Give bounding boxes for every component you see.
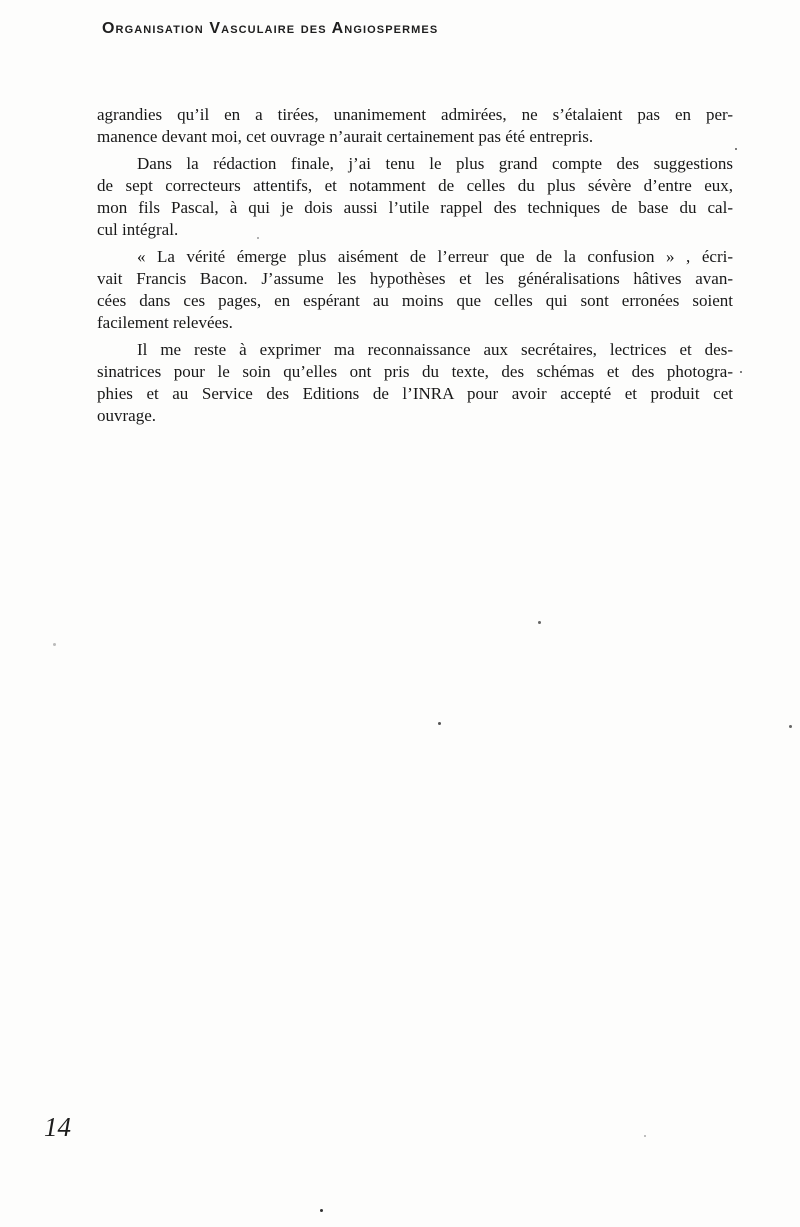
- body-line: Dans la rédaction finale, j’ai tenu le plus grand compte des suggestions: [137, 154, 733, 173]
- scan-speck: [740, 371, 742, 373]
- scan-speck: [320, 1209, 323, 1212]
- body-line: cul intégral.: [97, 220, 179, 239]
- scan-speck: [735, 148, 737, 150]
- body-line: ouvrage.: [97, 406, 157, 425]
- paragraph: [97, 153, 733, 241]
- body-line: vait Francis Bacon. J’assume les hypothèses et les généralisations hâtives avan-: [97, 269, 733, 288]
- scan-speck: [438, 722, 441, 725]
- scan-speck: [257, 237, 259, 239]
- scan-speck: [538, 621, 541, 624]
- body-line: phies et au Service des Editions de l’INRA pour avoir accepté et produit cet: [97, 384, 733, 403]
- body-line: Il me reste à exprimer ma reconnaissance aux secrétaires, lectrices et des-: [137, 340, 733, 359]
- body-line: sinatrices pour le soin qu’elles ont pris du texte, des schémas et des photogra-: [97, 362, 733, 381]
- body-line: « La vérité émerge plus aisément de l’erreur que de la confusion » , écri-: [137, 247, 733, 266]
- running-header: Organisation Vasculaire des Angiospermes: [102, 20, 439, 37]
- scan-speck: [644, 1135, 646, 1137]
- paragraph: [97, 339, 733, 427]
- paragraph: [97, 246, 733, 334]
- scan-speck: [53, 643, 56, 646]
- body-line: agrandies qu’il en a tirées, unanimement admirées, ne s’étalaient pas en per-: [97, 105, 733, 124]
- body-line: cées dans ces pages, en espérant au moins que celles qui sont erronées soient: [97, 291, 733, 310]
- page-number: 14: [44, 1112, 71, 1142]
- scan-speck: [789, 725, 792, 728]
- body-line: mon fils Pascal, à qui je dois aussi l’utile rappel des techniques de base du cal-: [97, 198, 733, 217]
- body-line: facilement relevées.: [97, 313, 233, 332]
- body-line: manence devant moi, cet ouvrage n’aurait certainement pas été entrepris.: [97, 127, 594, 146]
- body-line: de sept correcteurs attentifs, et notamment de celles du plus sévère d’entre eux,: [97, 176, 733, 195]
- body-text-block: [97, 104, 733, 432]
- paragraph: [97, 104, 733, 148]
